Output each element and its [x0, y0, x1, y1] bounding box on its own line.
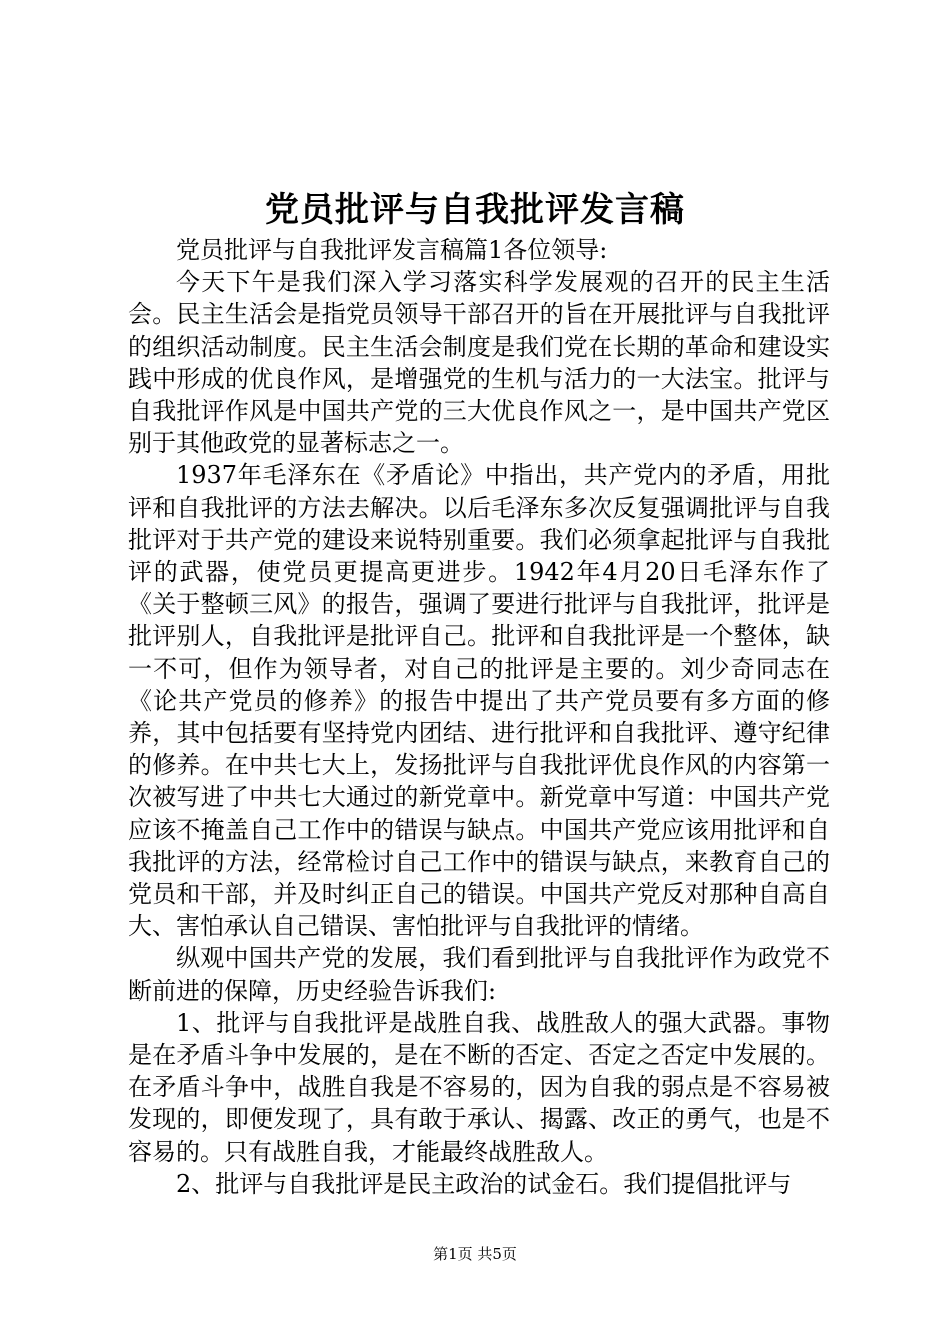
paragraph-5: 1、批评与自我批评是战胜自我、战胜敌人的强大武器。事物是在矛盾斗争中发展的，是在不断的否定、否定之否定中发展的。在矛盾斗争中，战胜自我是不容易的，因为自我的弱点是不容易被发现的，即便发现了，具有敢于承认、揭露、改正的勇气，也是不容易的。只有战胜自我，才能最终战胜敌人。 [128, 1008, 830, 1166]
page-footer: 第1页 共5页 [433, 1245, 517, 1263]
paragraph-1: 党员批评与自我批评发言稿篇1各位领导: [176, 236, 608, 264]
document-body [128, 234, 830, 1200]
paragraph-3: 1937年毛泽东在《矛盾论》中指出，共产党内的矛盾，用批评和自我批评的方法去解决。以后毛泽东多次反复强调批评与自我批评对于共产党的建设来说特别重要。我们必须拿起批评与自我批评的武器，使党员更提高更进步。1942年4月20日毛泽东作了《关于整顿三风》的报告，强调了要进行批评与自我批评，批评是批评别人，自我批评是批评自己。批评和自我批评是一个整体，缺一不可，但作为领导者，对自己的批评是主要的。刘少奇同志在《论共产党员的修养》的报告中提出了共产党员要有多方面的修养，其中包括要有坚持党内团结、进行批评和自我批评、遵守纪律的修养。在中共七大上，发扬批评与自我批评优良作风的内容第一次被写进了中共七大通过的新党章中。新党章中写道：中国共产党应该不掩盖自己工作中的错误与缺点。中国共产党应该用批评和自我批评的方法，经常检讨自己工作中的错误与缺点，来教育自己的党员和干部，并及时纠正自己的错误。中国共产党反对那种自高自大、害怕承认自己错误、害怕批评与自我批评的情绪。 [128, 461, 830, 941]
paragraph-6: 2、批评与自我批评是民主政治的试金石。我们提倡批评与 [176, 1169, 792, 1198]
paragraph-4: 纵观中国共产党的发展，我们看到批评与自我批评作为政党不断前进的保障，历史经验告诉我们: [128, 944, 830, 1005]
document-title: 党员批评与自我批评发言稿 [265, 190, 685, 230]
paragraph-2: 今天下午是我们深入学习落实科学发展观的召开的民主生活会。民主生活会是指党员领导干部召开的旨在开展批评与自我批评的组织活动制度。民主生活会制度是我们党在长期的革命和建设实践中形成的优良作风，是增强党的生机与活力的一大法宝。批评与自我批评作风是中国共产党的三大优良作风之一，是中国共产党区别于其他政党的显著标志之一。 [128, 268, 830, 458]
